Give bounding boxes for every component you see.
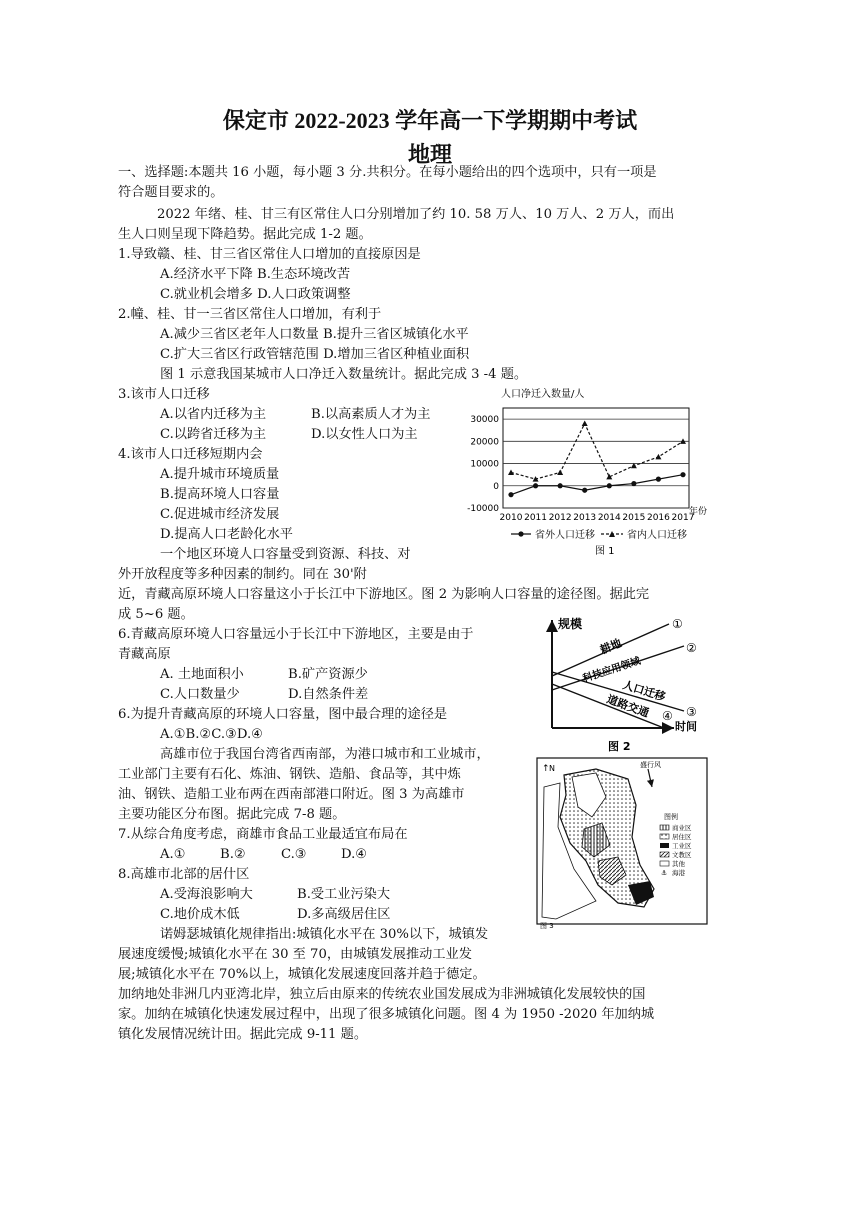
option-line: C.扩大三省区行政管辖范围 D.增加三省区种植业面积 — [160, 347, 470, 362]
text-line: 图 1 示意我国某城市人口净迁入数量统计。据此完成 3 -4 题。 — [160, 367, 528, 382]
text-line: 诺姆瑟城镇化规律指出:城镇化水平在 30%以下，城镇发 — [160, 927, 489, 942]
page-title: 保定市 2022-2023 学年高一下学期期中考试 — [222, 108, 638, 133]
data-point — [631, 481, 636, 486]
x-tick-label: 2012 — [548, 513, 572, 523]
question-2: 2.幢、桂、甘一三省区常住人口增加，有利于 — [118, 307, 382, 322]
y-tick-label: 30000 — [470, 415, 499, 426]
y-label: 规模 — [558, 617, 583, 631]
figure-2-caption: 图 2 — [608, 740, 631, 753]
option-a: A.受海浪影响大 — [160, 887, 253, 902]
legend-series-1: 省外人口迁移 — [535, 530, 595, 541]
text-line: 2022 年绪、桂、甘三有区常住人口分别增加了约 10. 58 万人、10 万人、2 万人，而出 — [157, 207, 675, 222]
x-tick-label: 2013 — [573, 513, 597, 523]
data-point — [606, 474, 612, 480]
text-line: 主要功能区分布图。据此完成 7-8 题。 — [118, 807, 346, 822]
option-d: D.④ — [341, 847, 368, 862]
legend-series-2: 省内人口迁移 — [627, 530, 687, 541]
x-label: 时间 — [675, 720, 697, 733]
marker-3: ③ — [686, 705, 697, 719]
data-point — [582, 488, 587, 493]
x-tick-label: 2016 — [646, 513, 670, 523]
option-b: B.② — [220, 847, 246, 862]
data-point — [558, 483, 563, 488]
y-tick-label: 10000 — [470, 459, 499, 470]
option-d: D.以女性人口为主 — [311, 427, 418, 442]
data-point — [655, 454, 661, 460]
text-line: 一个地区环境人口容量受到资源、科技、对 — [160, 547, 411, 562]
option-a: A.① — [160, 847, 186, 862]
text-line: 成 5~6 题。 — [118, 607, 194, 622]
option-c: C.促进城市经济发展 — [160, 507, 280, 522]
x-tick-label: 2010 — [499, 513, 523, 523]
x-tick-label: 2015 — [622, 513, 646, 523]
option-c: C.人口数量少 — [160, 687, 240, 702]
text-line: 展;城镇化水平在 70%以上，城镇化发展速度回落并趋于德定。 — [118, 967, 486, 982]
text-line: 生人口则呈现下降趋势。据此完成 1-2 题。 — [118, 227, 372, 242]
figure-3-caption: 图 3 — [540, 922, 554, 930]
data-point — [508, 492, 513, 497]
option-b: B.以高素质人才为主 — [311, 407, 431, 422]
data-point — [656, 477, 661, 482]
text-line: 外开放程度等多种因素的制约。同在 30'附 — [118, 567, 367, 582]
legend-other: 其他 — [672, 860, 685, 868]
figure-2-diagram — [544, 616, 706, 752]
text-line: 近，青藏高原环境人口容量这小于长江中下游地区。图 2 为影响人口容量的途径图。据此完 — [118, 587, 650, 602]
label-migration: 人口迁移 — [621, 678, 668, 704]
question-4: 4.该市人口迁移短期内会 — [118, 447, 263, 462]
option-line: C.就业机会增多 D.人口政策调整 — [160, 287, 351, 302]
x-tick-label: 2017 — [671, 513, 695, 523]
legend-title: 图例 — [664, 813, 678, 821]
figure-3-map — [536, 757, 708, 929]
north-arrow-icon: ↑ — [542, 764, 550, 774]
text-line: 加纳地处非洲几内亚湾北岸，独立后由原来的传统农业国发展成为非洲城镇化发展较快的国 — [118, 987, 646, 1002]
question-7: 7.从综合角度考虑，商雄市食品工业最适宜布局在 — [118, 827, 408, 842]
figure-3 — [536, 757, 708, 929]
option-c: C.③ — [281, 847, 307, 862]
text-line: 符合题目要求的。 — [118, 185, 224, 200]
option-a: A. 土地面积小 — [160, 667, 244, 682]
x-tick-label: 2011 — [524, 513, 548, 523]
label-tech: 科技应用领域 — [581, 655, 642, 685]
marker-2: ② — [686, 641, 697, 655]
option-d: D.自然条件差 — [288, 687, 369, 702]
text-line: 一、选择题:本题共 16 小题，每小题 3 分.共积分。在每小题给出的四个选项中，只有一项是 — [118, 165, 657, 180]
text-line: 展速度缓慢;城镇化水平在 30 至 70，由城镇发展推动工业发 — [118, 947, 472, 962]
north-label: N — [549, 764, 555, 773]
option-line: A.减少三省区老年人口数量 B.提升三省区城镇化水平 — [160, 327, 469, 342]
marker-4: ④ — [662, 709, 673, 723]
data-point — [607, 483, 612, 488]
legend-port: 海港 — [672, 869, 685, 877]
question-6: 6.为提升青藏高原的环境人口容量，图中最合理的途径是 — [118, 707, 448, 722]
plot-frame — [503, 408, 689, 508]
question-3: 3.该市人口迁移 — [118, 387, 210, 402]
data-point — [582, 421, 588, 427]
text-line: 高雄市位于我国台湾省西南部，为港口城市和工业城市， — [160, 747, 490, 762]
legend — [511, 528, 687, 541]
option-b: B.矿产资源少 — [288, 667, 368, 682]
option-line: A.经济水平下降 B.生态环境改苦 — [160, 267, 351, 282]
question-8: 8.高雄市北部的居什区 — [118, 867, 250, 882]
option-d: D.提高人口老龄化水平 — [160, 527, 293, 542]
option-d: D.多高级居住区 — [297, 907, 391, 922]
subject-title: 地理 — [407, 142, 452, 167]
legend-residential: 居住区 — [672, 833, 692, 841]
marker-1: ① — [672, 617, 683, 631]
data-point — [533, 483, 538, 488]
option-a: A.以省内迁移为主 — [160, 407, 267, 422]
legend-education: 文教区 — [672, 851, 692, 859]
series-line-2 — [511, 424, 683, 480]
text-line: 工业部门主要有石化、炼油、钢铁、造船、食品等，其中炼 — [118, 767, 461, 782]
figure-2 — [544, 616, 706, 752]
y-tick-label: 20000 — [470, 437, 499, 448]
figure-1 — [455, 386, 708, 560]
data-point — [557, 469, 563, 475]
option-b: B.提高环境人口容量 — [160, 487, 280, 502]
y-tick-label: -10000 — [467, 504, 499, 514]
x-tick-label: 2014 — [597, 513, 621, 523]
y-axis-label: 人口净迁入数量/人 — [501, 389, 585, 400]
label-farmland: 耕地 — [598, 636, 624, 657]
legend-industrial: 工业区 — [672, 842, 692, 850]
wind-label: 盛行风 — [640, 761, 661, 769]
y-tick-label: 0 — [493, 481, 499, 492]
text-line: 镇化发展情况统计田。据此完成 9-11 题。 — [118, 1027, 368, 1042]
figure-1-chart — [455, 386, 708, 560]
question-5: 6.青藏高原环境人口容量远小于长江中下游地区，主要是由于 — [118, 627, 474, 642]
option-b: B.受工业污染大 — [297, 887, 391, 902]
data-point — [680, 472, 685, 477]
data-point — [508, 469, 514, 475]
question-1: 1.导致赣、桂、甘三省区常住人口增加的直接原因是 — [118, 247, 421, 262]
text-line: 青藏高原 — [118, 647, 171, 662]
figure-1-caption: 图 1 — [595, 546, 615, 557]
option-c: C.以跨省迁移为主 — [160, 427, 267, 442]
option-a: A.提升城市环境质量 — [160, 467, 280, 482]
option-line: A.①B.②C.③D.④ — [160, 727, 263, 742]
x-axis-label: 年份 — [689, 507, 708, 517]
text-line: 油、钢铁、造船工业布两在西南部港口附近。图 3 为高雄市 — [118, 787, 465, 802]
legend-commercial: 商业区 — [672, 824, 692, 832]
text-line: 家。加纳在城镇化快速发展过程中，出现了很多城镇化问题。图 4 为 1950 -2020 年加纳城 — [118, 1007, 655, 1022]
option-c: C.地价成木低 — [160, 907, 240, 922]
label-road: 道路交通 — [604, 692, 651, 720]
anchor-icon: ⚓ — [661, 869, 668, 877]
